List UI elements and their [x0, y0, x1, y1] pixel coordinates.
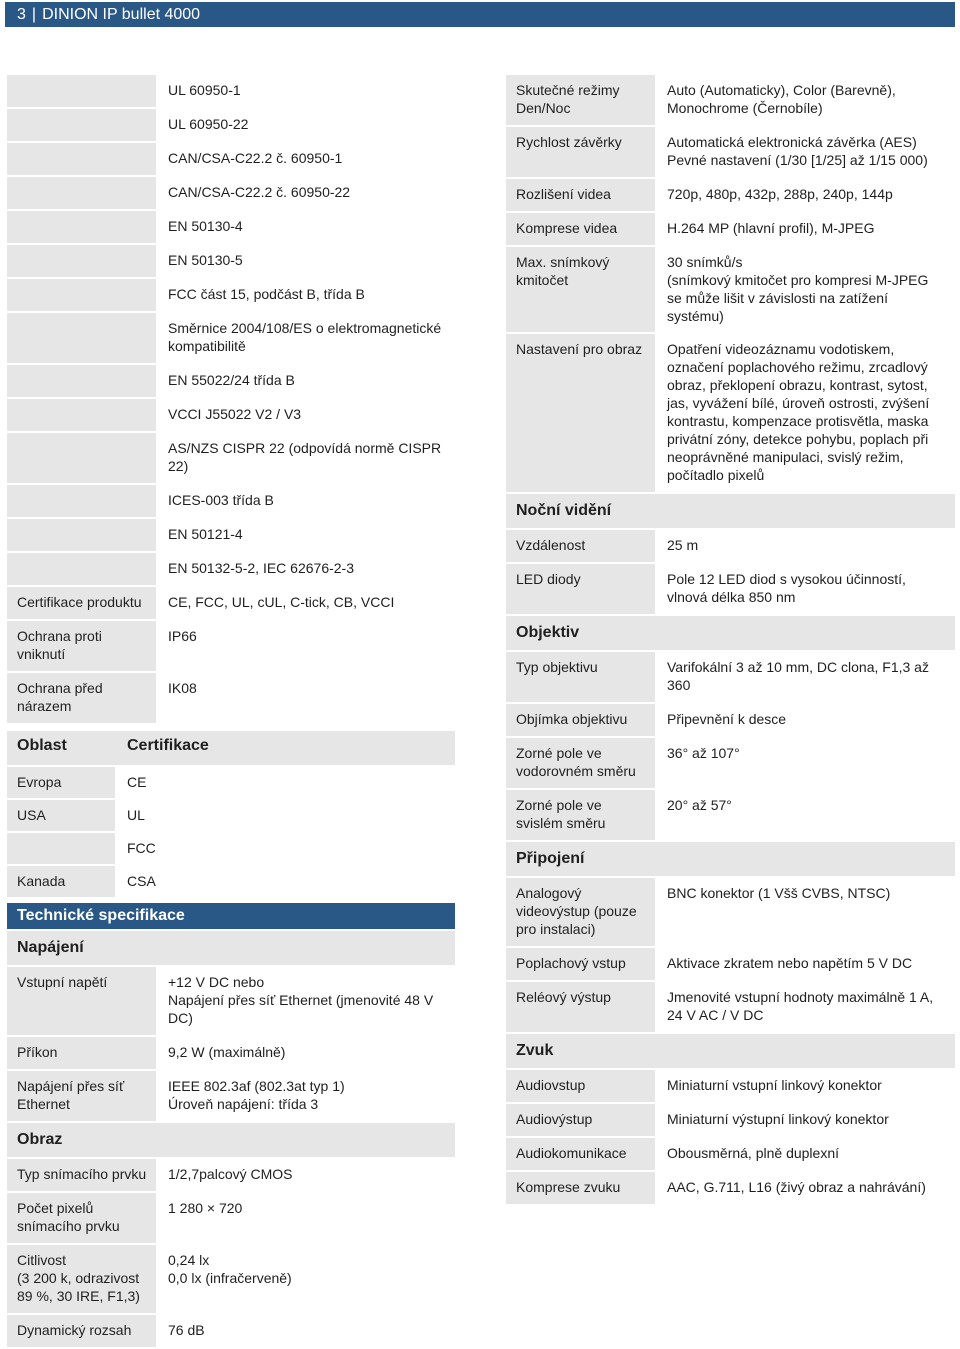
spec-label: Objímka objektivu — [506, 704, 655, 736]
region-cell: USA — [7, 800, 115, 831]
spec-value: 0,24 lx 0,0 lx (infračerveně) — [156, 1245, 455, 1313]
spec-label: Audiovýstup — [506, 1104, 655, 1136]
spec-label: Audiokomunikace — [506, 1138, 655, 1170]
spec-label: Reléový výstup — [506, 982, 655, 1032]
spec-value: Miniaturní výstupní linkový konektor — [655, 1104, 955, 1136]
product-cert-value: CE, FCC, UL, cUL, C-tick, CB, VCCI — [156, 587, 455, 619]
spec-value: BNC konektor (1 Všš CVBS, NTSC) — [655, 878, 955, 946]
spec-label: Nastavení pro obraz — [506, 334, 655, 492]
image-heading: Obraz — [7, 1123, 455, 1159]
spec-label: Napájení přes síť Ethernet — [7, 1071, 156, 1121]
cert-value: EN 50132-5-2, IEC 62676-2-3 — [156, 553, 455, 585]
cert-value: ICES-003 třída B — [156, 485, 455, 517]
spec-label: Vzdálenost — [506, 530, 655, 562]
spec-label: Počet pixelů snímacího prvku — [7, 1193, 156, 1243]
spec-label: Analogový videovýstup (pouze pro instalaci) — [506, 878, 655, 946]
power-heading: Napájení — [7, 931, 455, 967]
spec-value: Automatická elektronická závěrka (AES) Pevné nastavení (1/30 [1/25] až 1/15 000) — [655, 127, 955, 177]
spec-label: Rychlost závěrky — [506, 127, 655, 177]
cert-cell: FCC — [115, 833, 455, 864]
page-number: 3 — [17, 5, 26, 23]
region-column-header: Oblast — [7, 731, 115, 765]
cert-value: FCC část 15, podčást B, třída B — [156, 279, 455, 311]
ingress-label: Ochrana proti vniknutí — [7, 621, 156, 671]
spec-value: 25 m — [655, 530, 955, 562]
spec-value: 76 dB — [156, 1315, 455, 1347]
cert-value: EN 55022/24 třída B — [156, 365, 455, 397]
spec-label: Audiovstup — [506, 1070, 655, 1102]
region-cert-table — [7, 731, 455, 899]
spec-label: Typ objektivu — [506, 652, 655, 702]
tech-specs-heading: Technické specifikace — [7, 903, 455, 931]
cert-value: Směrnice 2004/108/ES o elektromagnetické kompatibilitě — [156, 313, 455, 363]
spec-value: 1/2,7palcový CMOS — [156, 1159, 455, 1191]
spec-value: Obousměrná, plně duplexní — [655, 1138, 955, 1170]
region-cell: Evropa — [7, 767, 115, 798]
lens-heading: Objektiv — [506, 616, 955, 652]
spec-value: 36° až 107° — [655, 738, 955, 788]
spec-value: Připevnění k desce — [655, 704, 955, 736]
spec-label: Komprese videa — [506, 213, 655, 245]
cert-value: UL 60950-22 — [156, 109, 455, 141]
region-cell — [7, 833, 115, 864]
spec-value: 30 snímků/s (snímkový kmitočet pro kompresi M-JPEG se může lišit v závislosti na zatížení systému) — [655, 247, 955, 332]
spec-label: Vstupní napětí — [7, 967, 156, 1035]
spec-value: Miniaturní vstupní linkový konektor — [655, 1070, 955, 1102]
cert-value: EN 50130-4 — [156, 211, 455, 243]
cert-cell: CE — [115, 767, 455, 798]
spec-label: Zorné pole ve svislém směru — [506, 790, 655, 840]
page-header — [5, 2, 955, 27]
cert-values-block — [7, 75, 455, 725]
ingress-value: IP66 — [156, 621, 455, 671]
header-separator: | — [31, 5, 37, 23]
spec-value: IEEE 802.3af (802.3at typ 1) Úroveň napájení: třída 3 — [156, 1071, 455, 1121]
right-column — [506, 75, 955, 1206]
spec-label: Max. snímkový kmitočet — [506, 247, 655, 332]
product-cert-label: Certifikace produktu — [7, 587, 156, 619]
left-column — [7, 75, 455, 1349]
cert-value: AS/NZS CISPR 22 (odpovídá normě CISPR 22) — [156, 433, 455, 483]
spec-value: +12 V DC nebo Napájení přes síť Ethernet (jmenovité 48 V DC) — [156, 967, 455, 1035]
spec-value: Opatření videozáznamu vodotiskem, označení poplachového režimu, zrcadlový obraz, překlopení obrazu, kontrast, sytost, jas, vyvážení bílé, úroveň ostrosti, zvýšení kontrastu, kompenzace protisvětla, maska privátní zóny, detekce pohybu, poplach při neoprávněné manipulaci, svislý režim, počítadlo pixelů — [655, 334, 955, 492]
cert-value: CAN/CSA-C22.2 č. 60950-22 — [156, 177, 455, 209]
spec-value: Varifokální 3 až 10 mm, DC clona, F1,3 až 360 — [655, 652, 955, 702]
spec-label: Typ snímacího prvku — [7, 1159, 156, 1191]
cert-value: EN 50121-4 — [156, 519, 455, 551]
spec-label: Zorné pole ve vodorovném směru — [506, 738, 655, 788]
spec-value: Pole 12 LED diod s vysokou účinností, vlnová délka 850 nm — [655, 564, 955, 614]
night-vision-heading: Noční vidění — [506, 494, 955, 530]
spec-label: Rozlišení videa — [506, 179, 655, 211]
spec-label: LED diody — [506, 564, 655, 614]
cert-cell: UL — [115, 800, 455, 831]
spec-value: Aktivace zkratem nebo napětím 5 V DC — [655, 948, 955, 980]
spec-value: H.264 MP (hlavní profil), M-JPEG — [655, 213, 955, 245]
spec-label: Dynamický rozsah — [7, 1315, 156, 1347]
document-title: DINION IP bullet 4000 — [42, 5, 201, 23]
spec-label: Citlivost (3 200 k, odrazivost 89 %, 30 IRE, F1,3) — [7, 1245, 156, 1313]
spec-value: 1 280 × 720 — [156, 1193, 455, 1243]
impact-label: Ochrana před nárazem — [7, 673, 156, 723]
spec-value: 720p, 480p, 432p, 288p, 240p, 144p — [655, 179, 955, 211]
spec-value: Jmenovité vstupní hodnoty maximálně 1 A, 24 V AC / V DC — [655, 982, 955, 1032]
connection-heading: Připojení — [506, 842, 955, 878]
cert-value: EN 50130-5 — [156, 245, 455, 277]
cert-value: CAN/CSA-C22.2 č. 60950-1 — [156, 143, 455, 175]
impact-value: IK08 — [156, 673, 455, 723]
region-cell: Kanada — [7, 866, 115, 897]
spec-value: AAC, G.711, L16 (živý obraz a nahrávání) — [655, 1172, 955, 1204]
cert-cell: CSA — [115, 866, 455, 897]
audio-heading: Zvuk — [506, 1034, 955, 1070]
cert-column-header: Certifikace — [115, 731, 455, 765]
spec-label: Poplachový vstup — [506, 948, 655, 980]
spec-label: Příkon — [7, 1037, 156, 1069]
spec-value: Auto (Automaticky), Color (Barevně), Monochrome (Černobíle) — [655, 75, 955, 125]
spec-label: Skutečné režimy Den/Noc — [506, 75, 655, 125]
spec-value: 20° až 57° — [655, 790, 955, 840]
spec-label: Komprese zvuku — [506, 1172, 655, 1204]
cert-value: UL 60950-1 — [156, 75, 455, 107]
cert-value: VCCI J55022 V2 / V3 — [156, 399, 455, 431]
spec-value: 9,2 W (maximálně) — [156, 1037, 455, 1069]
